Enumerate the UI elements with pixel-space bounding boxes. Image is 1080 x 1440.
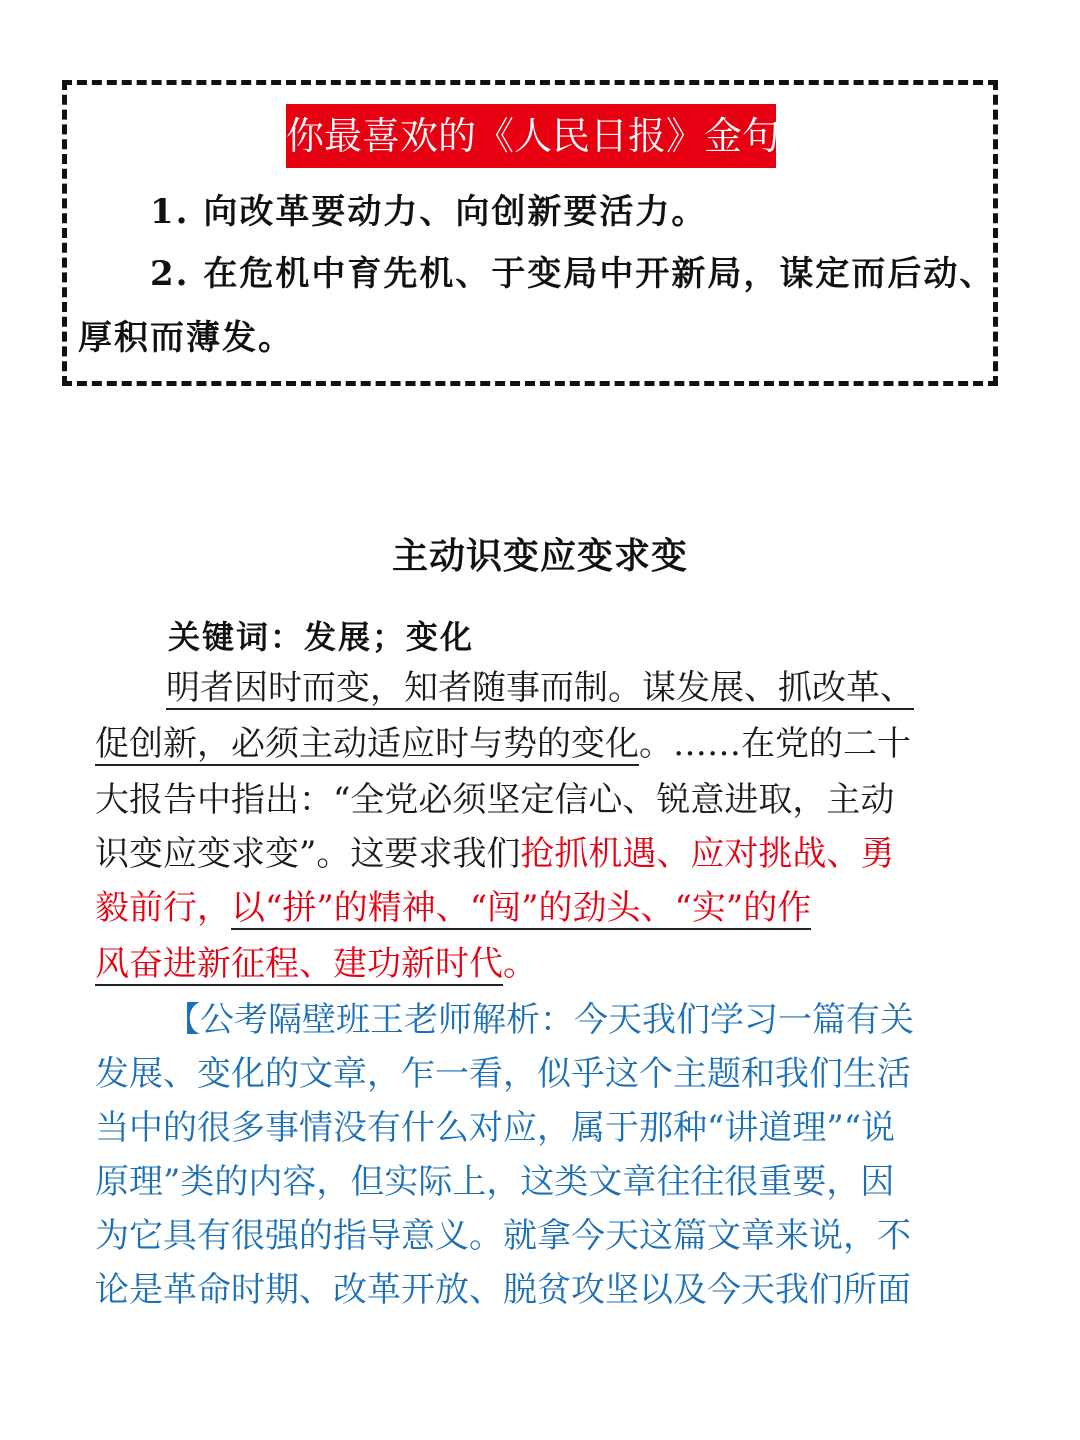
paragraph-line <box>95 944 537 984</box>
article-title: 主动识变应变求变 <box>391 535 688 577</box>
quote-line-2-continued: 厚积而薄发。 <box>78 318 294 358</box>
paragraph-line <box>166 668 914 708</box>
paragraph-line: 大报告中指出：“全党必须坚定信心、锐意进取，主动 <box>95 780 895 820</box>
highlighted-text: 。 <box>503 944 537 984</box>
paragraph-line <box>95 888 811 928</box>
highlighted-underlined-text: 以“拼”的精神、“闯”的劲头、“实”的作 <box>231 888 812 928</box>
quote-box-title: 你最喜欢的《人民日报》金句 <box>286 104 776 168</box>
analysis-line: 【公考隔壁班王老师解析：今天我们学习一篇有关 <box>166 1000 914 1040</box>
paragraph-line <box>95 834 894 874</box>
analysis-line: 论是革命时期、改革开放、脱贫攻坚以及今天我们所面 <box>95 1270 911 1310</box>
highlighted-underlined-text: 风奋进新征程、建功新时代 <box>95 944 503 984</box>
paragraph-line <box>95 724 911 764</box>
paragraph-text: 识变应变求变”。这要求我们 <box>95 834 521 874</box>
quote-line-1: 1. 向改革要动力、向创新要活力。 <box>150 192 708 232</box>
analysis-line: 发展、变化的文章，乍一看，似乎这个主题和我们生活 <box>95 1054 911 1094</box>
paragraph-text: 。……在党的二十 <box>639 724 911 764</box>
underlined-text: 明者因时而变，知者随事而制。谋发展、抓改革、 <box>166 668 914 708</box>
article-keywords: 关键词：发展；变化 <box>168 618 475 656</box>
highlighted-text: 毅前行， <box>95 888 231 928</box>
analysis-line: 为它具有很强的指导意义。就拿今天这篇文章来说，不 <box>95 1216 911 1256</box>
analysis-line: 当中的很多事情没有什么对应，属于那种“讲道理”“说 <box>95 1108 896 1148</box>
underlined-text: 促创新，必须主动适应时与势的变化 <box>95 724 639 764</box>
quote-line-2: 2. 在危机中育先机、于变局中开新局，谋定而后动、 <box>150 254 996 294</box>
analysis-line: 原理”类的内容，但实际上，这类文章往往很重要，因 <box>95 1162 895 1202</box>
highlighted-text: 抢抓机遇、应对挑战、勇 <box>520 834 895 874</box>
